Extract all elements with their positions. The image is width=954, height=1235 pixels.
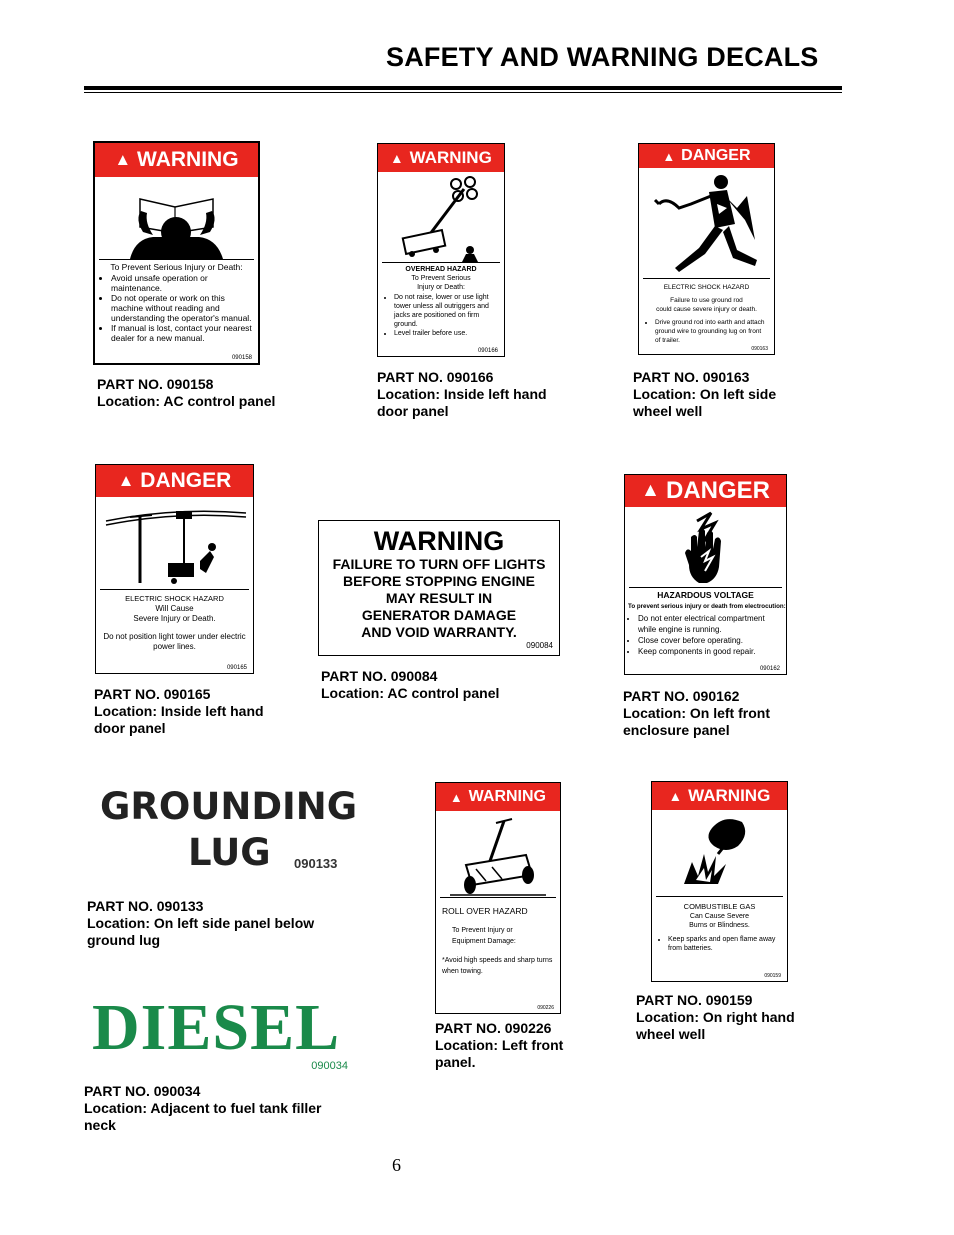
- decal-text: [436, 898, 560, 979]
- caption-090165: [94, 686, 284, 737]
- caption-part-number: PART NO. 090166: [377, 369, 494, 385]
- caption-location: Location: On right hand wheel well: [636, 1009, 795, 1042]
- decal-heading: HAZARDOUS VOLTAGE: [657, 590, 754, 600]
- decal-bullet: • Keep sparks and open flame away from batteries.: [668, 935, 781, 954]
- caption-location: Location: AC control panel: [97, 393, 276, 409]
- title-rule-thick: [84, 86, 842, 90]
- power-lines-light-tower-icon: [96, 497, 253, 589]
- danger-triangle-icon: ▲: [117, 471, 135, 490]
- title-rule-thin: [84, 92, 842, 93]
- warning-triangle-icon: ▲: [668, 788, 683, 804]
- decal-bullet: • Drive ground rod into earth and attach ground wire to grounding lug on front of trailer.: [655, 318, 768, 345]
- decal-line: Can Cause Severe: [689, 912, 750, 920]
- decal-header: [436, 783, 560, 811]
- caption-part-number: PART NO. 090163: [633, 369, 750, 385]
- decal-heading: COMBUSTIBLE GAS: [683, 902, 756, 911]
- caption-location: Location: Inside left hand door panel: [377, 386, 547, 419]
- decal-bullets: [384, 293, 498, 338]
- decal-090158: [93, 141, 260, 365]
- caption-location: Location: Adjacent to fuel tank filler neck: [84, 1100, 322, 1133]
- decal-heading: ROLL OVER HAZARD: [442, 906, 528, 916]
- decal-line: To prevent serious injury or death from electrocution:: [628, 603, 786, 610]
- decal-text: [625, 588, 786, 659]
- header-text: DANGER: [140, 469, 232, 492]
- caption-090166: [377, 369, 577, 420]
- decal-bullets: [101, 273, 252, 343]
- decal-line: Will Cause: [155, 604, 194, 613]
- danger-triangle-icon: ▲: [640, 480, 660, 501]
- decal-line: AND VOID WARRANTY.: [361, 624, 517, 640]
- decal-090133: [100, 786, 360, 878]
- decal-heading: ELECTRIC SHOCK HAZARD: [125, 594, 224, 603]
- decal-bullet: • Do not operate or work on this machine without reading and understanding the operator's manual.: [111, 293, 252, 323]
- caption-part-number: PART NO. 090165: [94, 686, 211, 702]
- light-tower-overhead-icon: [378, 172, 504, 262]
- decal-bullet: • Do not raise, lower or use light tower unless all outriggers and jacks are positioned on firm ground.: [394, 293, 498, 329]
- rollover-trailer-icon: [436, 811, 560, 897]
- caption-090162: [623, 688, 803, 739]
- decal-bullets: [645, 318, 768, 345]
- decal-line: Burns or Blindness.: [689, 922, 750, 929]
- danger-triangle-icon: ▲: [662, 148, 676, 164]
- warning-triangle-icon: ▲: [390, 150, 404, 166]
- explosion-gas-icon: [652, 810, 787, 896]
- decal-line: Severe Injury or Death.: [133, 614, 216, 623]
- decal-text: [639, 279, 774, 347]
- caption-location: Location: Inside left hand door panel: [94, 703, 264, 736]
- decal-line: could cause severe injury or death.: [656, 306, 757, 313]
- decal-part-number: 090166: [477, 348, 498, 354]
- decal-note: Do not position light tower under electric power lines.: [103, 632, 246, 651]
- header-text: WARNING: [468, 788, 546, 805]
- lug-text: LUG: [188, 831, 271, 874]
- caption-090034: [84, 1083, 324, 1134]
- decal-heading: ELECTRIC SHOCK HAZARD: [663, 284, 750, 291]
- decal-line: Injury or Death:: [417, 284, 465, 291]
- decal-part-number: 090159: [764, 973, 781, 979]
- page-number: 6: [392, 1155, 401, 1175]
- decal-line: Equipment Damage:: [452, 938, 516, 945]
- decal-part-number: 090084: [526, 641, 553, 650]
- decal-line: FAILURE TO TURN OFF LIGHTS: [332, 556, 546, 572]
- electric-shock-person-icon: [639, 168, 774, 278]
- decal-bullet: • Do not enter electrical compartment while engine is running.: [638, 613, 783, 635]
- diesel-text: DIESEL: [92, 991, 341, 1064]
- decal-line: GENERATOR DAMAGE: [361, 607, 517, 623]
- caption-location: Location: On left front enclosure panel: [623, 705, 770, 738]
- caption-part-number: PART NO. 090133: [87, 898, 204, 914]
- decal-line: BEFORE STOPPING ENGINE: [343, 573, 535, 589]
- caption-090163: [633, 369, 803, 420]
- decal-bullet: • If manual is lost, contact your nearest dealer for a new manual.: [111, 323, 252, 343]
- decal-part-number: 090034: [311, 1060, 348, 1072]
- decal-090084: [318, 520, 560, 656]
- decal-bullet: • Avoid unsafe operation or maintenance.: [111, 273, 252, 293]
- header-text: DANGER: [665, 477, 770, 504]
- header-text: WARNING: [409, 148, 492, 167]
- header-text: DANGER: [681, 147, 751, 164]
- decal-header: [378, 144, 504, 172]
- decal-header: [625, 475, 786, 507]
- decal-heading: OVERHEAD HAZARD: [405, 266, 477, 273]
- caption-090084: [321, 668, 541, 702]
- decal-part-number: 090165: [226, 665, 247, 671]
- decal-line: To Prevent Serious Injury or Death:: [110, 262, 243, 272]
- caption-part-number: PART NO. 090226: [435, 1020, 552, 1036]
- caption-location: Location: On left side panel below ground lug: [87, 915, 315, 948]
- decal-text: [652, 897, 787, 956]
- decal-bullets: [658, 935, 781, 954]
- decal-line: To Prevent Injury or: [452, 927, 513, 934]
- caption-090159: [636, 992, 816, 1043]
- decal-090163: [638, 143, 775, 355]
- caption-090133: [87, 898, 337, 949]
- caption-part-number: PART NO. 090162: [623, 688, 740, 704]
- caption-part-number: PART NO. 090034: [84, 1083, 201, 1099]
- decal-header: [652, 782, 787, 810]
- decal-part-number: 090133: [294, 856, 338, 871]
- decal-text: [95, 260, 258, 345]
- caption-location: Location: AC control panel: [321, 685, 500, 701]
- decal-090162: [624, 474, 787, 675]
- page-title: SAFETY AND WARNING DECALS: [386, 42, 819, 72]
- decal-header: [639, 144, 774, 168]
- decal-bullet: • Level trailer before use.: [394, 329, 498, 338]
- decal-090165: [95, 464, 254, 674]
- decal-text: [378, 263, 504, 340]
- hand-lightning-icon: [625, 507, 786, 587]
- decal-part-number: 090162: [759, 666, 780, 672]
- decal-header: [96, 465, 253, 497]
- caption-part-number: PART NO. 090158: [97, 376, 214, 392]
- caption-location: Location: Left front panel.: [435, 1037, 564, 1070]
- caption-090158: [97, 376, 297, 410]
- decal-note: *Avoid high speeds and sharp turns when towing.: [442, 957, 553, 975]
- decal-090034: [92, 991, 354, 1074]
- warning-triangle-icon: ▲: [450, 789, 463, 805]
- decal-line: Failure to use ground rod: [670, 297, 743, 304]
- decal-header-text: WARNING: [373, 526, 505, 556]
- decal-090166: [377, 143, 505, 357]
- decal-090226: [435, 782, 561, 1014]
- decal-part-number: 090163: [751, 346, 768, 352]
- decal-part-number: 090226: [537, 1005, 554, 1011]
- warning-triangle-icon: ▲: [114, 150, 132, 169]
- decal-header: [95, 143, 258, 177]
- caption-part-number: PART NO. 090159: [636, 992, 753, 1008]
- decal-text: [96, 590, 253, 654]
- decal-line: MAY RESULT IN: [385, 590, 493, 606]
- person-reading-manual-icon: [95, 177, 258, 259]
- decal-bullet: • Keep components in good repair.: [638, 646, 783, 657]
- header-text: WARNING: [137, 148, 239, 171]
- caption-part-number: PART NO. 090084: [321, 668, 438, 684]
- decal-090159: [651, 781, 788, 982]
- decal-bullets: [628, 613, 783, 657]
- caption-090226: [435, 1020, 595, 1071]
- caption-location: Location: On left side wheel well: [633, 386, 777, 419]
- header-text: WARNING: [688, 786, 771, 805]
- decal-line: To Prevent Serious: [411, 275, 471, 282]
- decal-part-number: 090158: [231, 355, 252, 361]
- decal-bullet: • Close cover before operating.: [638, 635, 783, 646]
- grounding-text: GROUNDING: [100, 785, 358, 828]
